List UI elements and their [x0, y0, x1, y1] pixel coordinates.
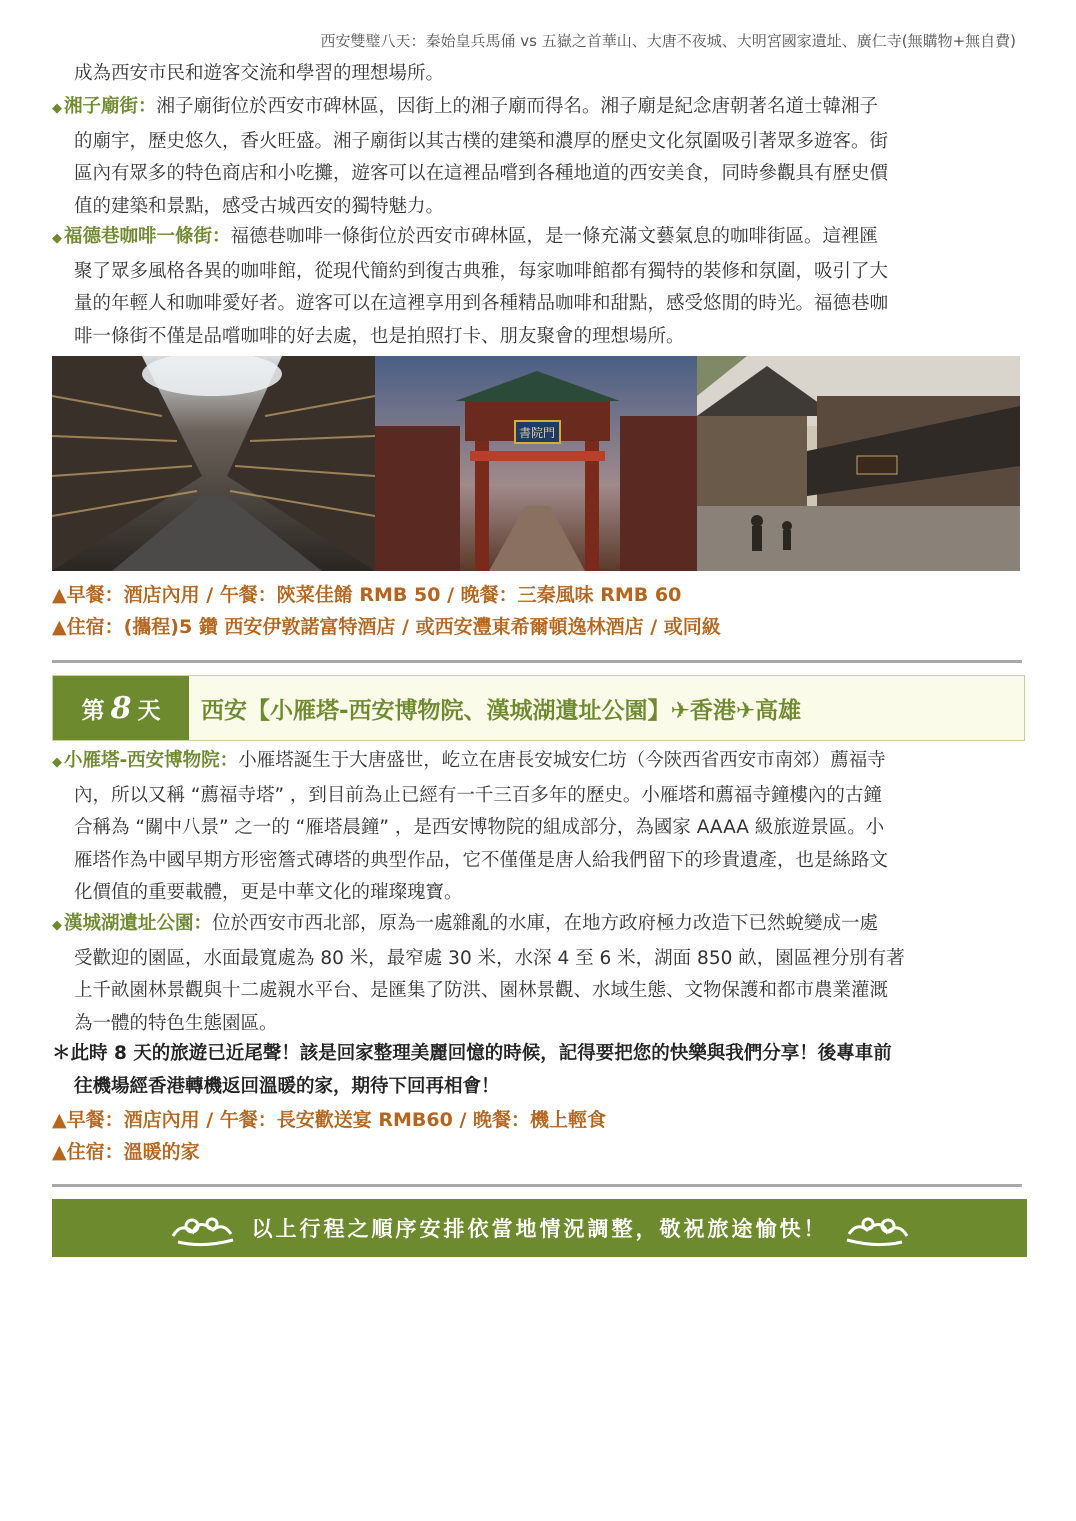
footer-text: 以上行程之順序安排依當地情況調整，敬祝旅途愉快！ [251, 1217, 828, 1241]
text-line: 啡一條街不僅是品嚐咖啡的好去處，也是拍照打卡、朋友聚會的理想場所。 [74, 325, 685, 347]
day8-hotel: ▲住宿：溫暖的家 [52, 1141, 200, 1163]
day-number: 8 [110, 690, 132, 726]
day7-hotel: ▲住宿：(攜程)5 鑽 西安伊敦諾富特酒店 / 或西安灃東希爾頓逸林酒店 / 或同級 [52, 616, 721, 638]
fude-coffee-paragraph [52, 221, 1026, 353]
section-label: 福德巷咖啡一條街： [64, 226, 231, 247]
intro-paragraph [52, 58, 1026, 91]
text-line: 值的建築和景點，感受古城西安的獨特魅力。 [74, 195, 445, 217]
text-line: 成為西安市民和遊客交流和學習的理想場所。 [74, 63, 445, 84]
cloud-ornament-icon [842, 1208, 912, 1248]
gate-sign-text: 書院門 [518, 426, 555, 440]
text-line: 聚了眾多風格各異的咖啡館，從現代簡約到復古典雅，每家咖啡館都有獨特的裝修和氛圍，吸引了大 [74, 260, 889, 282]
text-line: 小雁塔誕生于大唐盛世，屹立在唐長安城安仁坊（今陝西省西安市南郊）薦福寺 [238, 750, 886, 771]
text-line: 湘子廟街位於西安市碑林區，因街上的湘子廟而得名。湘子廟是紀念唐朝著名道士韓湘子 [156, 96, 879, 117]
text-line: 內，所以又稱 “薦福寺塔” ，到目前為止已經有一千三百多年的歷史。小雁塔和薦福寺鐘樓內的古鐘 [74, 784, 882, 806]
page-header: 西安雙璧八天：秦始皇兵馬俑 vs 五嶽之首華山、大唐不夜城、大明宮國家遺址、廣仁寺(無購物+無自費) [320, 32, 1016, 50]
diamond-bullet-icon: ◆ [52, 101, 62, 116]
xiangzi-street-paragraph [52, 91, 1026, 223]
footer-banner [52, 1199, 1027, 1257]
text-line: 化價值的重要載體，更是中華文化的璀璨瑰寶。 [74, 882, 463, 903]
day-suffix: 天 [137, 697, 161, 724]
day-title: 西安【小雁塔-西安博物院、漢城湖遺址公園】✈香港✈高雄 [201, 697, 802, 724]
text-line: 合稱為 “關中八景” 之一的 “雁塔晨鐘” ，是西安博物院的組成部分，為國家 AAAA 級旅遊景區。小 [74, 817, 885, 838]
section-label: 小雁塔-西安博物院： [64, 750, 239, 771]
day8-header [52, 675, 1025, 741]
text-line: 福德巷咖啡一條街位於西安市碑林區，是一條充滿文藝氣息的咖啡街區。這裡匯 [230, 226, 879, 247]
divider [52, 660, 1022, 663]
section-label: 漢城湖遺址公園： [64, 913, 213, 934]
photo-library-interior [52, 356, 375, 571]
day-prefix: 第 [81, 697, 105, 724]
xiaoyan-pagoda-paragraph [52, 745, 1026, 910]
text-line: 量的年輕人和咖啡愛好者。遊客可以在這裡享用到各種精品咖啡和甜點，感受悠閒的時光。福德巷咖 [74, 293, 889, 314]
text-line: 雁塔作為中國早期方形密簷式磚塔的典型作品，它不僅僅是唐人給我們留下的珍貴遺產，也是絲路文 [74, 849, 889, 871]
photo-strip [52, 356, 1020, 571]
text-line: ＊此時 8 天的旅遊已近尾聲！該是回家整理美麗回憶的時候，記得要把您的快樂與我們分享！後專車前 [52, 1043, 892, 1064]
text-line: 受歡迎的園區，水面最寬處為 80 米，最窄處 30 米，水深 4 至 6 米，湖面 850 畝，園區裡分別有著 [74, 947, 905, 969]
diamond-bullet-icon: ◆ [52, 918, 62, 933]
cloud-ornament-icon [168, 1208, 238, 1248]
day-badge [53, 676, 189, 740]
text-line: 位於西安市西北部，原為一處雜亂的水庫，在地方政府極力改造下已然蛻變成一處 [212, 913, 879, 934]
closing-note [52, 1038, 892, 1103]
photo-old-street [697, 356, 1020, 571]
text-line: 的廟宇，歷史悠久，香火旺盛。湘子廟街以其古樸的建築和濃厚的歷史文化氛圍吸引著眾多遊客。街 [74, 130, 889, 152]
photo-shuyuanmen-gate [375, 356, 698, 571]
hancheng-lake-paragraph [52, 908, 1026, 1040]
diamond-bullet-icon: ◆ [52, 231, 62, 246]
text-line: 為一體的特色生態園區。 [74, 1012, 278, 1034]
diamond-bullet-icon: ◆ [52, 755, 62, 770]
text-line: 往機場經香港轉機返回溫暖的家，期待下回再相會！ [74, 1075, 500, 1097]
divider [52, 1184, 1022, 1187]
day8-meals: ▲早餐：酒店內用 / 午餐：長安歡送宴 RMB60 / 晚餐：機上輕食 [52, 1109, 607, 1131]
section-label: 湘子廟街： [64, 96, 157, 117]
text-line: 區內有眾多的特色商店和小吃攤，遊客可以在這裡品嚐到各種地道的西安美食，同時參觀具有歷史價 [74, 163, 889, 184]
text-line: 上千畝園林景觀與十二處親水平台、是匯集了防洪、園林景觀、水域生態、文物保護和都市農業灌溉 [74, 980, 889, 1001]
day7-meals: ▲早餐：酒店內用 / 午餐：陝菜佳餚 RMB 50 / 晚餐：三秦風味 RMB 60 [52, 584, 682, 606]
